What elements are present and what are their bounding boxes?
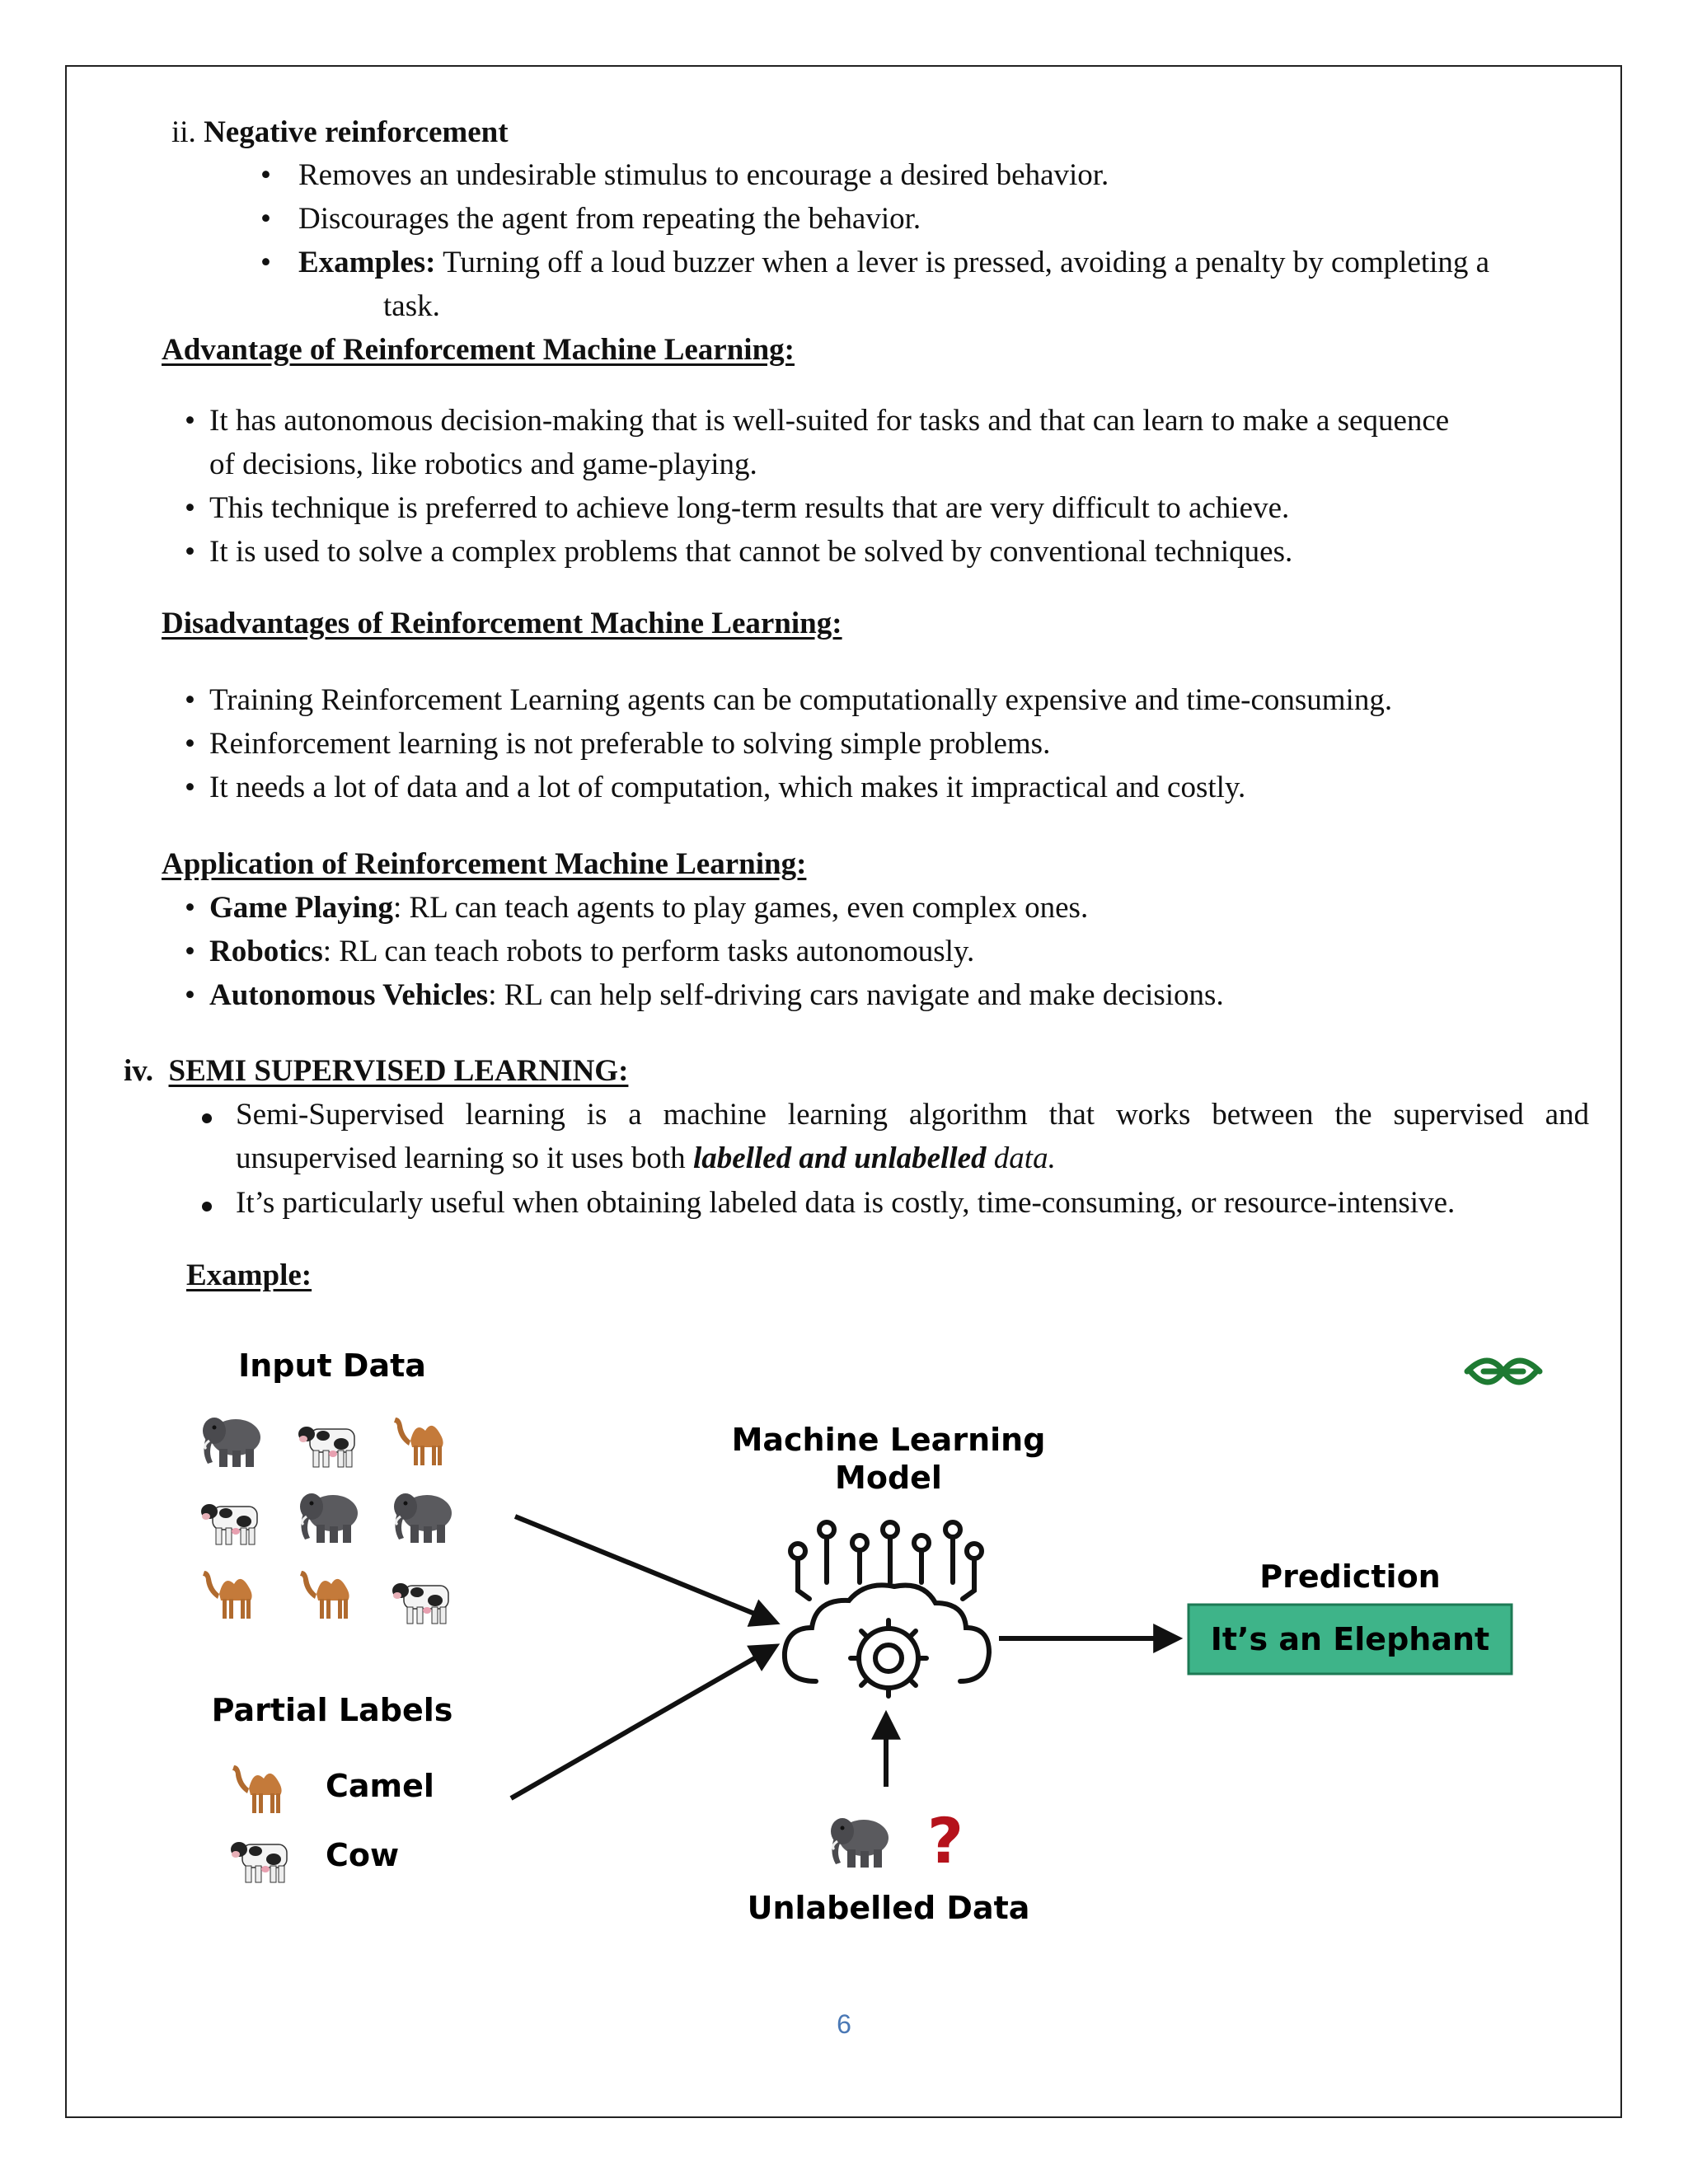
list-item: Discourages the agent from repeating the behavior.: [298, 202, 921, 236]
text-run: unsupervised learning so it uses both: [236, 1141, 693, 1175]
page-number: 6: [837, 2009, 851, 2039]
camel-icon: [300, 1571, 349, 1619]
list-item: It’s particularly useful when obtaining labeled data is costly, time-consuming, or resource-intensive.: [236, 1186, 1456, 1220]
elephant-icon: [394, 1493, 452, 1543]
emphasis-text: labelled and unlabelled: [692, 1141, 987, 1175]
cow-icon: [392, 1583, 448, 1624]
cow-icon: [298, 1427, 354, 1467]
prediction-value: It’s an Elephant: [1210, 1621, 1490, 1657]
item-label: Robotics: [209, 935, 323, 968]
list-item: Removes an undesirable stimulus to encourage a desired behavior.: [298, 158, 1109, 192]
roman-numeral: ii.: [171, 115, 196, 149]
input-data-title: Input Data: [238, 1347, 426, 1384]
item-label: Game Playing: [209, 891, 394, 925]
gfg-logo-icon: [1467, 1361, 1540, 1382]
section-title: SEMI SUPERVISED LEARNING:: [168, 1054, 629, 1088]
camel-icon: [232, 1765, 282, 1813]
question-mark-icon: ?: [927, 1804, 964, 1877]
list-item: This technique is preferred to achieve long-term results that are very difficult to achieve.: [209, 491, 1290, 525]
bullet-marker: •: [185, 535, 195, 569]
list-item-continuation: of decisions, like robotics and game-playing.: [209, 448, 757, 481]
cow-icon: [231, 1842, 287, 1882]
item-label: Autonomous Vehicles: [209, 978, 489, 1012]
model-title-line2: Model: [835, 1460, 942, 1496]
elephant-icon: [831, 1818, 889, 1868]
partial-labels-title: Partial Labels: [211, 1692, 453, 1728]
advantages-heading: Advantage of Reinforcement Machine Learning:: [162, 333, 795, 367]
arrow-labels-to-model: [511, 1647, 775, 1798]
section-title: Negative reinforcement: [204, 115, 509, 149]
examples-text: Turning off a loud buzzer when a lever is pressed, avoiding a penalty by completing a: [435, 246, 1490, 279]
list-item: It has autonomous decision-making that is well-suited for tasks and that can learn to make a sequence: [209, 404, 1450, 438]
input-animal-grid: [201, 1418, 452, 1624]
prediction-title: Prediction: [1259, 1558, 1441, 1595]
arrow-input-to-model: [515, 1516, 775, 1622]
applications-heading: Application of Reinforcement Machine Learning:: [162, 847, 807, 881]
model-title-line1: Machine Learning: [731, 1422, 1046, 1458]
unlabelled-data-title: Unlabelled Data: [747, 1890, 1030, 1926]
brain-gear-icon: [785, 1522, 989, 1696]
elephant-icon: [300, 1493, 358, 1543]
label-cow: Cow: [326, 1837, 400, 1873]
item-text: : RL can teach robots to perform tasks autonomously.: [322, 935, 975, 968]
list-item: Semi-Supervised learning is a machine learning algorithm that works between the supervised and: [236, 1098, 1589, 1132]
bullet-marker: •: [185, 891, 195, 925]
cow-icon: [201, 1504, 257, 1544]
bullet-marker: •: [260, 202, 271, 236]
camel-icon: [203, 1571, 252, 1619]
elephant-icon: [203, 1418, 260, 1467]
list-item-continuation: task.: [383, 289, 440, 323]
bullet-marker: •: [185, 491, 195, 525]
list-item: It needs a lot of data and a lot of computation, which makes it impractical and costly.: [209, 771, 1246, 804]
list-item: It is used to solve a complex problems that cannot be solved by conventional techniques.: [209, 535, 1293, 569]
bullet-marker: •: [185, 404, 195, 438]
item-text: : RL can help self-driving cars navigate and make decisions.: [488, 978, 1224, 1012]
label-camel: Camel: [326, 1768, 434, 1804]
bullet-marker: •: [185, 727, 195, 761]
camel-icon: [394, 1418, 443, 1465]
italic-text: data.: [986, 1141, 1056, 1175]
bullet-marker: •: [185, 935, 195, 968]
list-item: Reinforcement learning is not preferable to solving simple problems.: [209, 727, 1051, 761]
bullet-marker: •: [260, 158, 271, 192]
bullet-marker: •: [185, 683, 195, 717]
examples-label: Examples:: [298, 246, 436, 279]
bullet-marker: •: [260, 246, 271, 279]
item-text: : RL can teach agents to play games, even complex ones.: [393, 891, 1089, 925]
bullet-marker: •: [185, 771, 195, 804]
list-item: Training Reinforcement Learning agents can be computationally expensive and time-consuming.: [209, 683, 1393, 717]
bullet-marker: •: [185, 978, 195, 1012]
disadvantages-heading: Disadvantages of Reinforcement Machine Learning:: [162, 607, 842, 640]
roman-numeral: iv.: [124, 1054, 153, 1088]
example-heading: Example:: [186, 1258, 312, 1292]
